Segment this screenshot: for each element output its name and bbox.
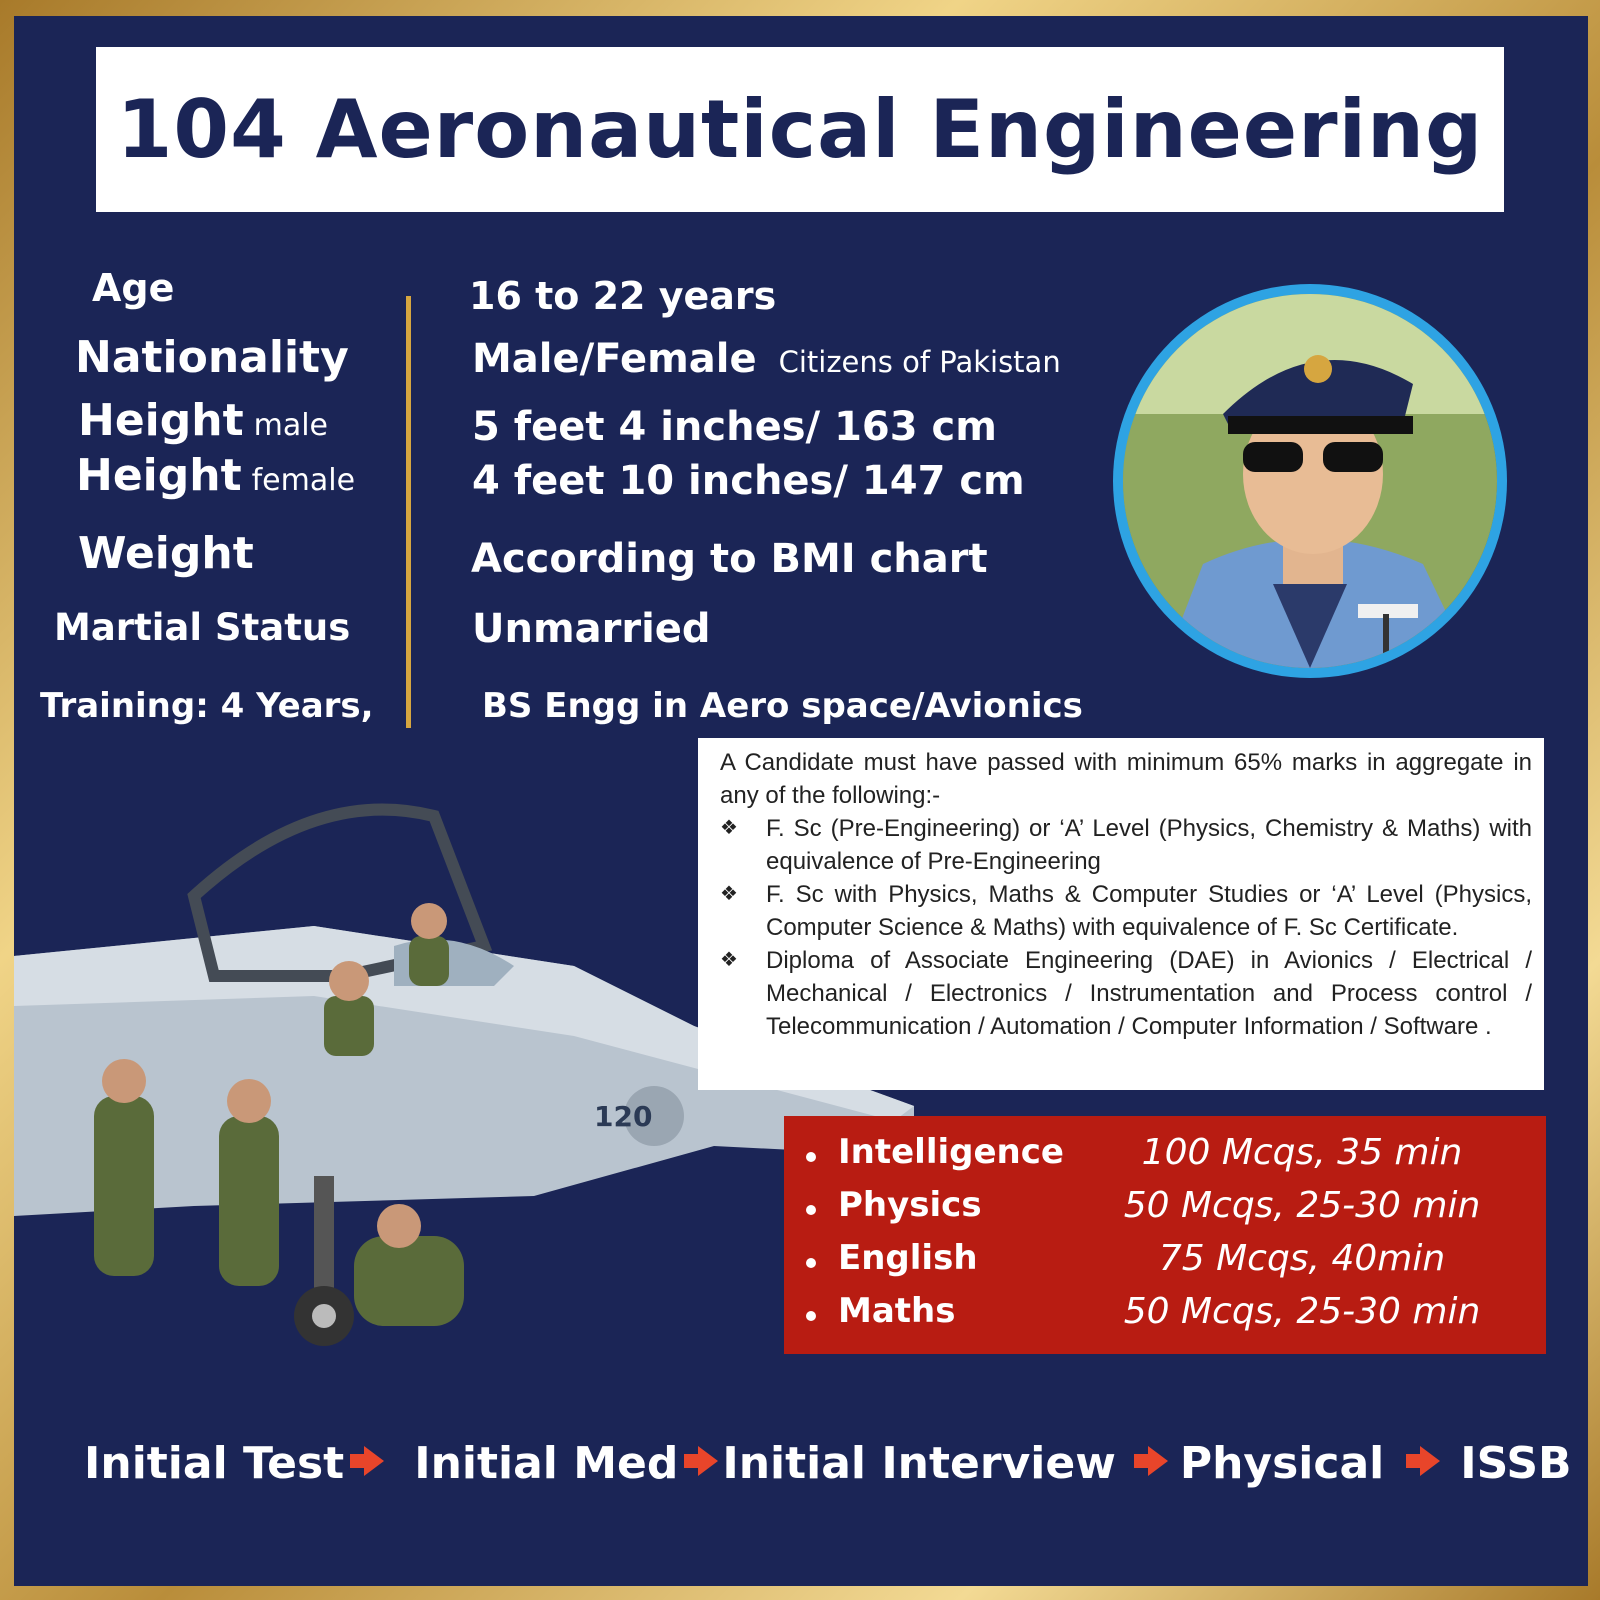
training-value: BS Engg in Aero space/Avionics	[482, 686, 1083, 726]
weight-value: According to BMI chart	[471, 536, 988, 582]
age-value: 16 to 22 years	[469, 274, 777, 318]
qualification-item-text: Diploma of Associate Engineering (DAE) in Avionics / Electrical / Mechanical / Electronics / Instrumentation and Process control / Telecommunication / Automation / Computer Information / Software .	[766, 947, 1532, 1040]
nationality-value-text: Male/Female	[472, 336, 757, 382]
test-detail: 75 Mcqs, 40min	[1158, 1238, 1446, 1279]
step-initial-interview: Initial Interview	[722, 1437, 1116, 1489]
qualification-intro: A Candidate must have passed with minimum 65% marks in aggregate in any of the following:-	[720, 749, 1532, 809]
height-male-label-text: Height	[78, 395, 244, 446]
height-male-note: male	[253, 408, 329, 443]
height-female-label	[76, 450, 355, 501]
test-detail: 50 Mcqs, 25-30 min	[1123, 1291, 1481, 1332]
tests-box	[784, 1116, 1546, 1354]
bullet-dot-icon	[806, 1205, 816, 1215]
step-initial-test: Initial Test	[84, 1437, 345, 1489]
selection-steps	[84, 1428, 1572, 1498]
jet-tail-number: 120	[594, 1100, 653, 1133]
arrow-right-icon	[1406, 1446, 1440, 1480]
arrow-right-icon	[350, 1446, 384, 1480]
bullet-dot-icon	[806, 1258, 816, 1268]
marital-value: Unmarried	[472, 606, 711, 652]
height-male-value: 5 feet 4 inches/ 163 cm	[472, 404, 997, 450]
diamond-bullet-icon: ❖	[720, 949, 738, 971]
test-row	[802, 1181, 1546, 1234]
age-label: Age	[92, 266, 175, 310]
qualification-item	[720, 812, 1532, 878]
test-detail: 50 Mcqs, 25-30 min	[1123, 1185, 1481, 1226]
qualification-box	[698, 738, 1544, 1090]
height-female-note: female	[251, 463, 356, 498]
test-name: English	[838, 1238, 978, 1278]
step-initial-med: Initial Med	[414, 1437, 679, 1489]
bullet-dot-icon	[806, 1152, 816, 1162]
weight-label: Weight	[78, 528, 254, 579]
column-divider	[406, 296, 411, 728]
step-issb: ISSB	[1460, 1437, 1572, 1489]
officer-photo	[1123, 294, 1497, 668]
nationality-note: Citizens of Pakistan	[778, 345, 1061, 379]
diamond-bullet-icon: ❖	[720, 883, 738, 905]
arrow-right-icon	[1134, 1446, 1168, 1480]
test-row	[802, 1287, 1546, 1340]
test-row	[802, 1128, 1546, 1181]
qualification-item	[720, 878, 1532, 944]
height-female-label-text: Height	[76, 450, 242, 501]
qualification-item-text: F. Sc with Physics, Maths & Computer Studies or ‘A’ Level (Physics, Computer Science & Maths) with equivalence of F. Sc Certificate.	[766, 881, 1532, 941]
diamond-bullet-icon: ❖	[720, 817, 738, 839]
training-label: Training: 4 Years,	[40, 686, 374, 726]
page-title: 104 Aeronautical Engineering	[116, 83, 1484, 176]
height-male-label	[78, 395, 328, 446]
test-detail: 100 Mcqs, 35 min	[1141, 1132, 1463, 1173]
height-female-value: 4 feet 10 inches/ 147 cm	[472, 458, 1025, 504]
bullet-dot-icon	[806, 1311, 816, 1321]
arrow-right-icon	[684, 1446, 718, 1480]
test-name: Maths	[838, 1291, 956, 1331]
qualification-item-text: F. Sc (Pre-Engineering) or ‘A’ Level (Physics, Chemistry & Maths) with equivalence of Pre-Engineering	[766, 815, 1532, 875]
nationality-value	[472, 336, 1061, 382]
qualification-item	[720, 944, 1532, 1043]
marital-label: Martial Status	[54, 606, 351, 649]
poster	[14, 16, 1588, 1586]
test-name: Physics	[838, 1185, 982, 1225]
test-name: Intelligence	[838, 1132, 1064, 1172]
nationality-label: Nationality	[75, 332, 349, 383]
officer-illustration	[1123, 294, 1497, 668]
step-physical: Physical	[1179, 1437, 1385, 1489]
test-row	[802, 1234, 1546, 1287]
title-banner	[96, 47, 1504, 212]
